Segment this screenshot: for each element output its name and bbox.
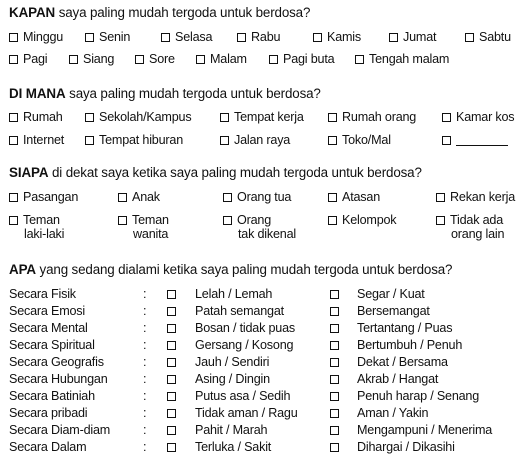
option-label: Tengah malam <box>369 52 450 66</box>
option-rumah-orang[interactable] <box>328 110 416 124</box>
option-label-line2: wanita <box>133 227 169 241</box>
colon: : <box>143 372 147 386</box>
checkbox-negative[interactable] <box>167 290 176 299</box>
option-label-line2: tak dikenal <box>238 227 297 241</box>
checkbox[interactable] <box>69 55 78 64</box>
blank-input-line[interactable] <box>456 133 508 146</box>
negative-option-label: Asing / Dingin <box>195 372 270 386</box>
option-kamis[interactable] <box>313 30 361 44</box>
question-keyword: KAPAN <box>9 5 56 20</box>
checkbox[interactable] <box>9 55 18 64</box>
option-rabu[interactable] <box>237 30 280 44</box>
checkbox[interactable] <box>269 55 278 64</box>
colon: : <box>143 338 147 352</box>
option-label: Sekolah/Kampus <box>99 110 192 124</box>
table-row <box>9 423 524 440</box>
colon: : <box>143 406 147 420</box>
option-label: Minggu <box>23 30 64 44</box>
checkbox[interactable] <box>328 136 337 145</box>
checkbox-positive[interactable] <box>330 358 339 367</box>
option-label: Orang <box>237 213 272 227</box>
checkbox[interactable] <box>313 33 322 42</box>
negative-option-label: Putus asa / Sedih <box>195 389 291 403</box>
positive-option-label: Tertantang / Puas <box>357 321 453 335</box>
checkbox-positive[interactable] <box>330 426 339 435</box>
option-kelompok[interactable] <box>328 213 396 227</box>
checkbox-positive[interactable] <box>330 443 339 452</box>
question-keyword: DI MANA <box>9 86 66 101</box>
checkbox[interactable] <box>442 113 451 122</box>
option-jumat[interactable] <box>389 30 436 44</box>
option-other-blank[interactable] <box>442 133 508 147</box>
colon: : <box>143 440 147 454</box>
checkbox-negative[interactable] <box>167 409 176 418</box>
question-text: di dekat saya ketika saya paling mudah tergoda untuk berdosa? <box>48 165 422 180</box>
negative-option-label: Gersang / Kosong <box>195 338 294 352</box>
option-label-line2: laki-laki <box>24 227 65 241</box>
option-sabtu[interactable] <box>465 30 511 44</box>
checkbox-negative[interactable] <box>167 375 176 384</box>
negative-option-label: Pahit / Marah <box>195 423 268 437</box>
checkbox-positive[interactable] <box>330 290 339 299</box>
option-label: Kelompok <box>342 213 397 227</box>
option-teman-wanita[interactable] <box>118 213 169 241</box>
row-label: Secara Geografis <box>9 355 104 369</box>
checkbox-positive[interactable] <box>330 341 339 350</box>
option-label: Anak <box>132 190 160 204</box>
question-apa <box>9 262 452 277</box>
option-atasan[interactable] <box>328 190 380 204</box>
checkbox[interactable] <box>328 193 337 202</box>
checkbox[interactable] <box>85 33 94 42</box>
option-tempat-hiburan[interactable] <box>85 133 183 147</box>
checkbox-negative[interactable] <box>167 443 176 452</box>
option-toko-mal[interactable] <box>328 133 391 147</box>
checkbox-positive[interactable] <box>330 324 339 333</box>
positive-option-label: Aman / Yakin <box>357 406 429 420</box>
negative-option-label: Lelah / Lemah <box>195 287 273 301</box>
option-label: Rumah <box>23 110 63 124</box>
option-label: Jalan raya <box>234 133 291 147</box>
option-label: Rumah orang <box>342 110 417 124</box>
option-label: Malam <box>210 52 247 66</box>
positive-option-label: Bersemangat <box>357 304 430 318</box>
option-label: Selasa <box>175 30 213 44</box>
option-tengah-malam[interactable] <box>355 52 449 66</box>
checkbox[interactable] <box>436 193 445 202</box>
option-label: Pagi buta <box>283 52 335 66</box>
row-label: Secara Diam-diam <box>9 423 111 437</box>
row-label: Secara Emosi <box>9 304 85 318</box>
option-pagi-buta[interactable] <box>269 52 334 66</box>
checkbox-positive[interactable] <box>330 375 339 384</box>
option-label-line2: orang lain <box>451 227 505 241</box>
option-label: Pagi <box>23 52 48 66</box>
table-row <box>9 321 524 338</box>
option-selasa[interactable] <box>161 30 212 44</box>
checkbox[interactable] <box>118 193 127 202</box>
option-label: Kamis <box>327 30 361 44</box>
checkbox-negative[interactable] <box>167 392 176 401</box>
table-row <box>9 287 524 304</box>
option-label: Tempat hiburan <box>99 133 184 147</box>
option-label: Sabtu <box>479 30 511 44</box>
checkbox[interactable] <box>442 136 451 145</box>
option-internet[interactable] <box>9 133 64 147</box>
question-siapa <box>9 165 422 180</box>
checkbox[interactable] <box>220 113 229 122</box>
checkbox[interactable] <box>436 216 445 225</box>
option-rumah[interactable] <box>9 110 63 124</box>
row-label: Secara Batiniah <box>9 389 95 403</box>
option-label: Internet <box>23 133 65 147</box>
option-sore[interactable] <box>135 52 175 66</box>
checkbox[interactable] <box>223 193 232 202</box>
option-label: Jumat <box>403 30 437 44</box>
checkbox[interactable] <box>9 136 18 145</box>
negative-option-label: Terluka / Sakit <box>195 440 272 454</box>
option-senin[interactable] <box>85 30 130 44</box>
checkbox[interactable] <box>9 113 18 122</box>
option-label: Teman <box>23 213 60 227</box>
checkbox-negative[interactable] <box>167 426 176 435</box>
option-teman-laki-laki[interactable] <box>9 213 64 241</box>
table-row <box>9 406 524 423</box>
table-row <box>9 355 524 372</box>
checkbox-negative[interactable] <box>167 341 176 350</box>
table-row <box>9 389 524 406</box>
row-label: Secara Spiritual <box>9 338 95 352</box>
question-text: saya paling mudah tergoda untuk berdosa? <box>65 86 321 101</box>
negative-option-label: Bosan / tidak puas <box>195 321 296 335</box>
row-label: Secara Mental <box>9 321 88 335</box>
checkbox[interactable] <box>328 216 337 225</box>
checkbox[interactable] <box>355 55 364 64</box>
option-label: Teman <box>132 213 169 227</box>
row-label: Secara Fisik <box>9 287 76 301</box>
option-label: Kamar kos <box>456 110 515 124</box>
option-label: Pasangan <box>23 190 79 204</box>
option-label: Sore <box>149 52 175 66</box>
checkbox[interactable] <box>9 216 18 225</box>
checkbox[interactable] <box>85 136 94 145</box>
positive-option-label: Bertumbuh / Penuh <box>357 338 463 352</box>
option-label: Orang tua <box>237 190 292 204</box>
table-row <box>9 304 524 321</box>
checkbox[interactable] <box>9 193 18 202</box>
table-row <box>9 338 524 355</box>
positive-option-label: Dihargai / Dikasihi <box>357 440 455 454</box>
option-label: Tidak ada <box>450 213 504 227</box>
option-siang[interactable] <box>69 52 114 66</box>
negative-option-label: Tidak aman / Ragu <box>195 406 298 420</box>
option-label: Siang <box>83 52 115 66</box>
table-row <box>9 372 524 389</box>
option-pagi[interactable] <box>9 52 47 66</box>
checkbox[interactable] <box>220 136 229 145</box>
checkbox[interactable] <box>196 55 205 64</box>
checkbox[interactable] <box>118 216 127 225</box>
checkbox[interactable] <box>161 33 170 42</box>
colon: : <box>143 423 147 437</box>
question-text: yang sedang dialami ketika saya paling mudah tergoda untuk berdosa? <box>35 262 453 277</box>
option-label: Atasan <box>342 190 381 204</box>
checkbox[interactable] <box>223 216 232 225</box>
negative-option-label: Jauh / Sendiri <box>195 355 270 369</box>
colon: : <box>143 355 147 369</box>
checkbox-positive[interactable] <box>330 392 339 401</box>
option-sekolah-kampus[interactable] <box>85 110 191 124</box>
checkbox[interactable] <box>328 113 337 122</box>
positive-option-label: Penuh harap / Senang <box>357 389 480 403</box>
option-kamar-kos[interactable] <box>442 110 514 124</box>
checkbox[interactable] <box>389 33 398 42</box>
option-malam[interactable] <box>196 52 247 66</box>
checkbox[interactable] <box>9 33 18 42</box>
option-tidak-ada-orang-lain[interactable] <box>436 213 504 241</box>
positive-option-label: Dekat / Bersama <box>357 355 448 369</box>
positive-option-label: Segar / Kuat <box>357 287 425 301</box>
question-text: saya paling mudah tergoda untuk berdosa? <box>55 5 311 20</box>
checkbox-negative[interactable] <box>167 358 176 367</box>
positive-option-label: Mengampuni / Menerima <box>357 423 493 437</box>
table-row <box>9 440 524 457</box>
row-label: Secara Hubungan <box>9 372 108 386</box>
checkbox-positive[interactable] <box>330 409 339 418</box>
option-pasangan[interactable] <box>9 190 78 204</box>
question-keyword: APA <box>9 262 36 277</box>
question-keyword: SIAPA <box>9 165 49 180</box>
option-label: Toko/Mal <box>342 133 391 147</box>
option-tempat-kerja[interactable] <box>220 110 304 124</box>
option-orang-tak-dikenal[interactable] <box>223 213 296 241</box>
option-orang-tua[interactable] <box>223 190 291 204</box>
option-anak[interactable] <box>118 190 160 204</box>
question-dimana <box>9 86 321 101</box>
checkbox-negative[interactable] <box>167 307 176 316</box>
option-label: Tempat kerja <box>234 110 304 124</box>
checkbox[interactable] <box>237 33 246 42</box>
row-label: Secara pribadi <box>9 406 88 420</box>
colon: : <box>143 321 147 335</box>
checkbox-positive[interactable] <box>330 307 339 316</box>
colon: : <box>143 287 147 301</box>
option-label: Rekan kerja <box>450 190 515 204</box>
checkbox[interactable] <box>135 55 144 64</box>
option-label: Rabu <box>251 30 281 44</box>
option-minggu[interactable] <box>9 30 63 44</box>
colon: : <box>143 389 147 403</box>
checkbox[interactable] <box>465 33 474 42</box>
option-jalan-raya[interactable] <box>220 133 290 147</box>
question-kapan <box>9 5 310 20</box>
checkbox-negative[interactable] <box>167 324 176 333</box>
positive-option-label: Akrab / Hangat <box>357 372 439 386</box>
option-label: Senin <box>99 30 131 44</box>
row-label: Secara Dalam <box>9 440 87 454</box>
checkbox[interactable] <box>85 113 94 122</box>
negative-option-label: Patah semangat <box>195 304 284 318</box>
option-rekan-kerja[interactable] <box>436 190 515 204</box>
colon: : <box>143 304 147 318</box>
